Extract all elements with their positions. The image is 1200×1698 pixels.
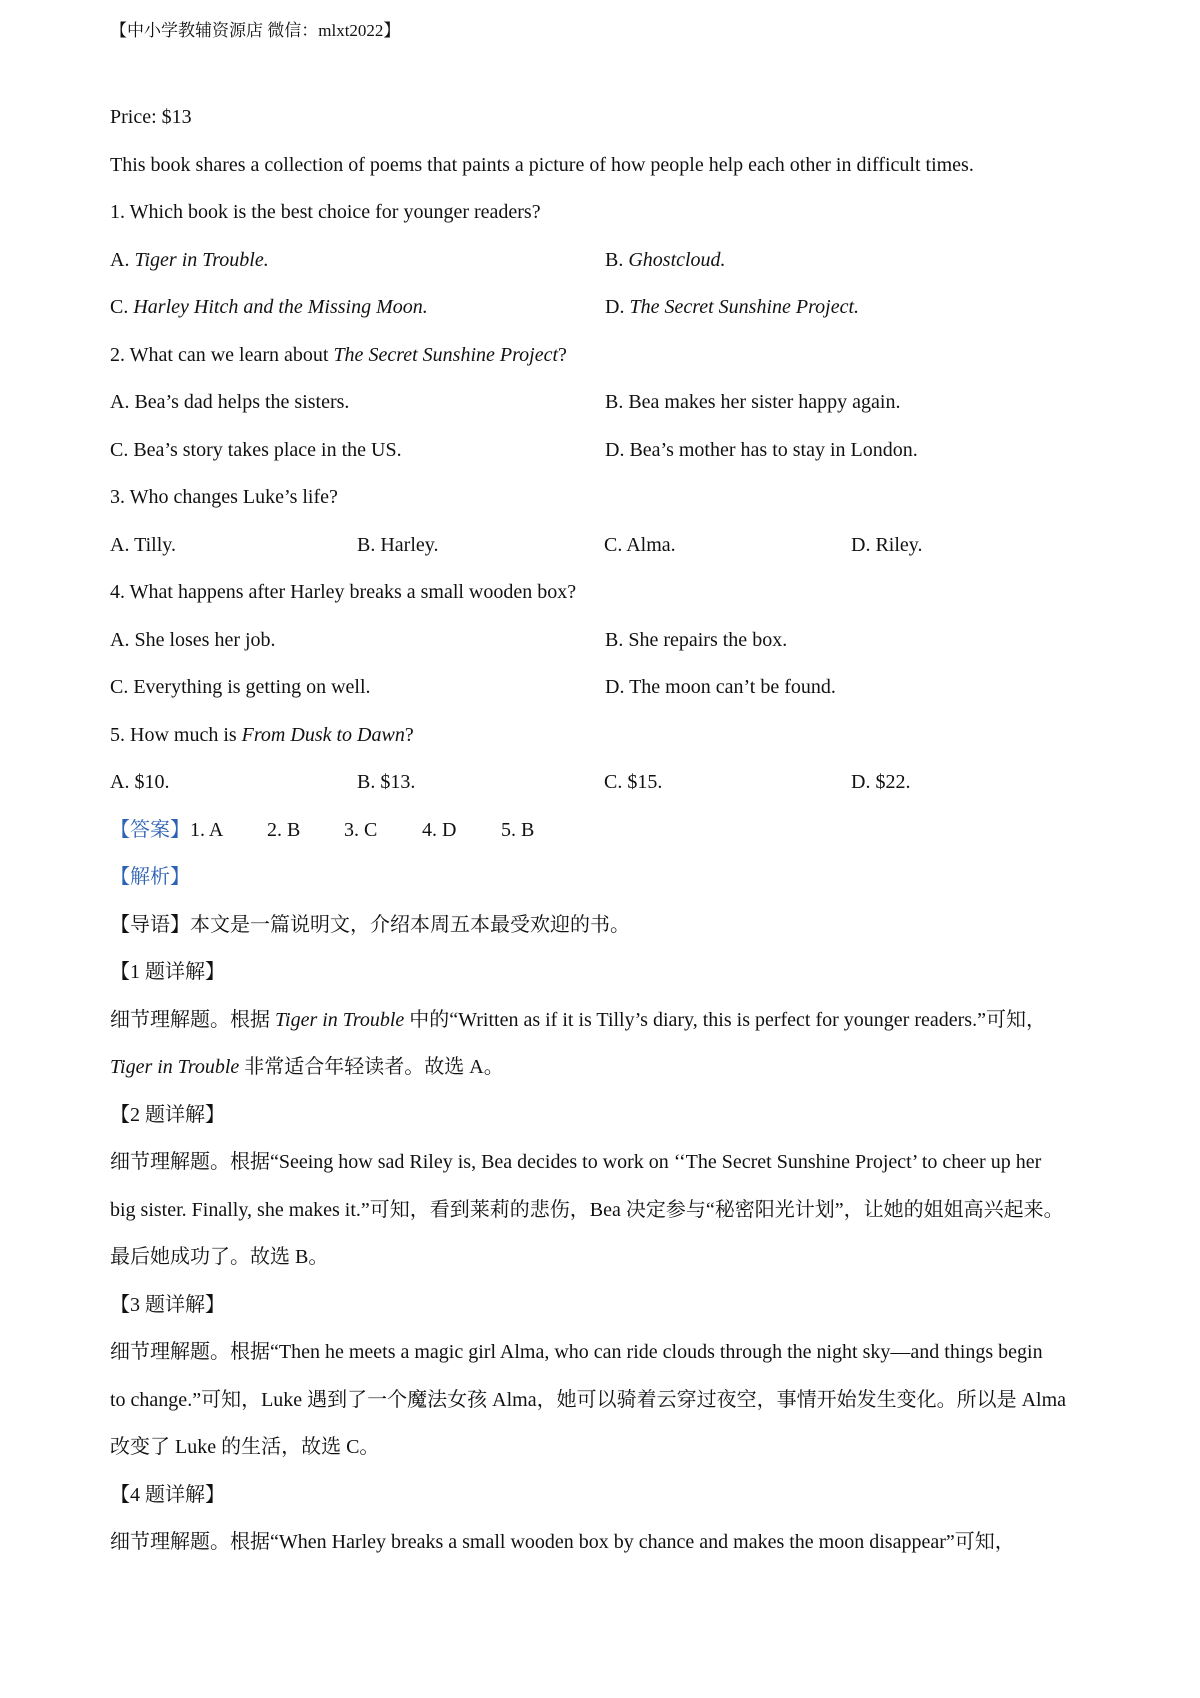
- price-line: Price: $13: [110, 106, 192, 128]
- detail-1-label: 【1 题详解】: [110, 961, 225, 983]
- question-5-stem: 5. How much is From Dusk to Dawn?: [110, 723, 414, 746]
- question-2-options-row-2: [110, 427, 1100, 475]
- question-4-option-b: B. She repairs the box.: [605, 628, 788, 651]
- intro-label: 【导语】: [110, 913, 190, 936]
- question-3-option-d: D. Riley.: [851, 533, 923, 556]
- answer-2: 2. B: [267, 818, 301, 841]
- question-2-options-row-1: [110, 379, 1100, 427]
- text-run: 细节理解题。根据“Then he meets a magic girl Alma, who can ride clouds through the night sky—and things begin: [110, 1341, 1043, 1363]
- question-3-stem: 3. Who changes Luke’s life?: [110, 486, 338, 508]
- detail-2-text-line: [110, 1187, 1100, 1235]
- question-1-option-d: D. The Secret Sunshine Project.: [605, 296, 860, 318]
- question-2-option-a: A. Bea’s dad helps the sisters.: [110, 391, 350, 413]
- answer-label: 【答案】: [110, 818, 190, 841]
- document-body: [110, 94, 1100, 1567]
- question-2-option-d: D. Bea’s mother has to stay in London.: [605, 438, 918, 461]
- detail-3-text-line: [110, 1424, 1100, 1472]
- answer-4: 4. D: [422, 818, 457, 841]
- detail-sections: [110, 949, 1100, 1567]
- text-run: 细节理解题。根据: [110, 1008, 275, 1031]
- question-3-option-c: C. Alma.: [604, 533, 676, 556]
- answer-5: 5. B: [501, 818, 535, 841]
- detail-3-label: 【3 题详解】: [110, 1293, 225, 1316]
- question-5-options: [110, 759, 1100, 807]
- question-5-option-d: D. $22.: [851, 771, 911, 793]
- question-1-option-b: B. Ghostcloud.: [605, 248, 726, 271]
- question-1-stem: 1. Which book is the best choice for younger readers?: [110, 201, 541, 223]
- question-5-option-c: C. $15.: [604, 771, 663, 793]
- detail-2-label: 【2 题详解】: [110, 1103, 225, 1126]
- question-1-option-c: C. Harley Hitch and the Missing Moon.: [110, 296, 428, 318]
- detail-2-text-line: [110, 1234, 1100, 1282]
- watermark-header: 【中小学教辅资源店 微信：mlxt2022】: [110, 21, 401, 40]
- text-run: 中的“Written as if it is Tilly’s diary, this is perfect for younger readers.”可知，: [404, 1008, 1046, 1031]
- detail-3-text-line: [110, 1377, 1100, 1425]
- detail-2-text-line: [110, 1139, 1100, 1187]
- question-4-option-c: C. Everything is getting on well.: [110, 676, 371, 698]
- question-4-option-a: A. She loses her job.: [110, 628, 276, 651]
- question-4-stem: 4. What happens after Harley breaks a small wooden box?: [110, 581, 577, 603]
- text-run: 细节理解题。根据“When Harley breaks a small wooden box by chance and makes the moon disappear”可知，: [110, 1531, 1015, 1553]
- question-4-options-row-2: [110, 664, 1100, 712]
- answer-key: [110, 807, 1100, 855]
- text-run: big sister. Finally, she makes it.”可知，看到莱莉的悲伤，Bea 决定参与“秘密阳光计划”，让她的姐姐高兴起来。: [110, 1198, 1064, 1221]
- question-2-stem: 2. What can we learn about The Secret Sunshine Project?: [110, 343, 567, 366]
- question-4-option-d: D. The moon can’t be found.: [605, 676, 836, 698]
- question-1-options-row-2: [110, 284, 1100, 332]
- detail-4-label: 【4 题详解】: [110, 1483, 225, 1506]
- detail-1-text-line: [110, 997, 1100, 1045]
- book-description: This book shares a collection of poems that paints a picture of how people help each other in difficult times.: [110, 153, 974, 176]
- question-4-options-row-1: [110, 617, 1100, 665]
- question-3-option-b: B. Harley.: [357, 533, 439, 556]
- question-3-option-a: A. Tilly.: [110, 533, 176, 556]
- text-run: 细节理解题。根据“Seeing how sad Riley is, Bea decides to work on ‘‘The Secret Sunshine Project’ to cheer up her: [110, 1151, 1042, 1173]
- book-title: Tiger in Trouble: [275, 1008, 405, 1031]
- intro-line: [110, 902, 1100, 950]
- question-1-options-row-1: [110, 237, 1100, 285]
- analysis-label: 【解析】: [110, 866, 190, 888]
- intro-text: 本文是一篇说明文，介绍本周五本最受欢迎的书。: [190, 913, 630, 936]
- text-run: to change.”可知，Luke 遇到了一个魔法女孩 Alma，她可以骑着云穿过夜空，事情开始发生变化。所以是 Alma: [110, 1388, 1067, 1411]
- text-run: 改变了 Luke 的生活，故选 C。: [110, 1436, 380, 1458]
- question-2-option-c: C. Bea’s story takes place in the US.: [110, 438, 402, 461]
- question-3-options: [110, 522, 1100, 570]
- question-2-option-b: B. Bea makes her sister happy again.: [605, 391, 901, 413]
- question-5-option-a: A. $10.: [110, 771, 170, 793]
- question-5-option-b: B. $13.: [357, 771, 416, 793]
- answer-3: 3. C: [344, 818, 378, 841]
- detail-3-text-line: [110, 1329, 1100, 1377]
- question-1-option-a: A. Tiger in Trouble.: [110, 248, 269, 271]
- book-title: Tiger in Trouble: [110, 1056, 240, 1078]
- detail-4-text-line: [110, 1519, 1100, 1567]
- answer-1: 1. A: [190, 818, 224, 841]
- text-run: 最后她成功了。故选 B。: [110, 1246, 329, 1268]
- text-run: 非常适合年轻读者。故选 A。: [239, 1056, 504, 1078]
- detail-1-text-line: [110, 1044, 1100, 1092]
